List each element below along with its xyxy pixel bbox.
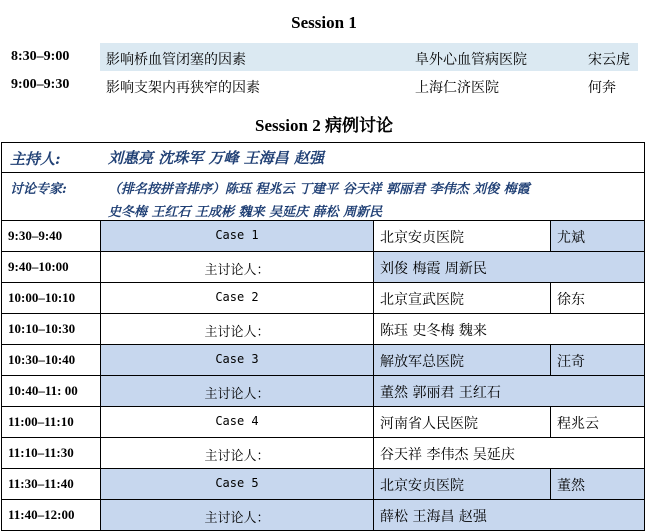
session1-title: Session 1 [291, 13, 357, 32]
table-row [2, 314, 645, 345]
row-time: 11:10–11:30 [8, 445, 74, 460]
row-time: 10:40–11: 00 [8, 383, 78, 398]
row-time: 11:00–11:10 [8, 414, 74, 429]
experts-label: 讨论专家: [10, 182, 67, 197]
experts-line-2: 史冬梅 王红石 王成彬 魏来 吴延庆 薛松 周新民 [108, 205, 383, 220]
table-row [2, 252, 645, 283]
row-time: 9:40–10:00 [8, 259, 69, 274]
host-label: 主持人: [10, 150, 61, 168]
case-label: Case 1 [215, 228, 259, 242]
table-row [2, 500, 645, 531]
case-hospital: 河南省人民医院 [380, 416, 478, 432]
row-time: 9:30–9:40 [8, 228, 63, 243]
experts-row [2, 173, 645, 221]
table-row [2, 438, 645, 469]
discussant-label: 主讨论人： [204, 325, 270, 340]
session1-speaker: 宋云虎 [588, 52, 630, 68]
case-label: Case 4 [215, 414, 259, 428]
session1-hospital: 上海仁济医院 [415, 80, 499, 96]
session1-time: 9:00–9:30 [11, 77, 70, 92]
case-hospital: 北京宣武医院 [380, 292, 464, 308]
discussants: 谷天祥 李伟杰 吴延庆 [380, 447, 515, 463]
case-presenter: 董然 [557, 478, 585, 494]
host-names: 刘惠亮 沈珠军 万峰 王海昌 赵强 [108, 149, 324, 167]
table-row [2, 469, 645, 500]
discussants: 陈珏 史冬梅 魏来 [380, 323, 487, 339]
case-hospital: 解放军总医院 [380, 354, 464, 370]
case-presenter: 徐东 [557, 292, 585, 308]
discussant-label: 主讨论人： [204, 511, 270, 526]
table-row [2, 407, 645, 438]
case-presenter: 尤斌 [557, 230, 585, 246]
case-presenter: 程兆云 [557, 416, 599, 432]
row-time: 10:10–10:30 [8, 321, 76, 336]
discussant-label: 主讨论人： [204, 387, 270, 402]
session2-table [1, 142, 645, 531]
session1-hospital: 阜外心血管病医院 [415, 52, 527, 68]
session1-speaker: 何奔 [588, 80, 616, 96]
row-time: 11:40–12:00 [8, 507, 75, 522]
row-time: 10:00–10:10 [8, 290, 76, 305]
session1-row [0, 43, 640, 71]
row-time: 10:30–10:40 [8, 352, 76, 367]
case-presenter: 汪奇 [557, 354, 585, 370]
host-row [2, 143, 645, 173]
session2-title: Session 2 病例讨论 [255, 116, 393, 135]
session1-topic: 影响支架内再狭窄的因素 [106, 80, 260, 96]
table-row [2, 283, 645, 314]
session1-time: 8:30–9:00 [11, 49, 70, 64]
discussants: 董然 郭丽君 王红石 [380, 385, 501, 401]
case-label: Case 3 [215, 352, 259, 366]
experts-line-1: （排名按拼音排序）陈珏 程兆云 丁建平 谷天祥 郭丽君 李伟杰 刘俊 梅霞 [108, 182, 530, 197]
case-label: Case 2 [215, 290, 259, 304]
table-row [2, 376, 645, 407]
session1-topic: 影响桥血管闭塞的因素 [106, 52, 246, 68]
case-hospital: 北京安贞医院 [380, 478, 464, 494]
row-time: 11:30–11:40 [8, 476, 74, 491]
session1-row [0, 71, 640, 99]
discussant-label: 主讨论人： [204, 449, 270, 464]
discussants: 刘俊 梅霞 周新民 [380, 261, 487, 277]
case-hospital: 北京安贞医院 [380, 230, 464, 246]
table-row [2, 345, 645, 376]
case-label: Case 5 [215, 476, 259, 490]
discussants: 薛松 王海昌 赵强 [380, 509, 487, 525]
discussant-label: 主讨论人： [204, 263, 270, 278]
table-row [2, 221, 645, 252]
